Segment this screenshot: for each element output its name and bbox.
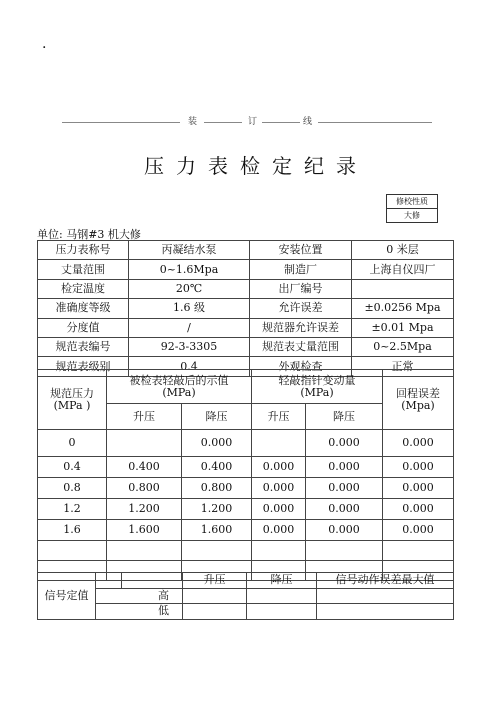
info-label: 规范器允许误差 — [250, 318, 352, 337]
signal-blank — [96, 573, 122, 589]
measurement-cell: 0.4 — [38, 457, 107, 478]
info-label: 安装位置 — [250, 241, 352, 260]
measurement-cell: 0.8 — [38, 478, 107, 499]
header-standard-pressure: 规范压力 (MPa ) — [38, 370, 107, 430]
measurement-cell: 0.400 — [107, 457, 182, 478]
info-value: 0~1.6Mpa — [129, 260, 250, 279]
measurement-cell — [107, 430, 182, 457]
signal-blank — [122, 573, 183, 589]
measurement-row — [38, 520, 454, 541]
info-row — [38, 318, 454, 337]
info-row — [38, 299, 454, 318]
measurement-row — [38, 457, 454, 478]
signal-cell — [247, 588, 317, 604]
signal-setpoint-label: 信号定值 — [38, 573, 96, 620]
info-label: 外观检查 — [250, 357, 352, 376]
measurement-cell: 1.600 — [182, 520, 252, 541]
measurement-cell: 0.000 — [306, 478, 383, 499]
signal-table — [37, 572, 454, 620]
measurement-cell — [383, 541, 454, 561]
info-value: 正常 — [352, 357, 454, 376]
measurement-cell: 0.000 — [383, 478, 454, 499]
measurement-cell: 0.000 — [252, 499, 306, 520]
info-label: 规范表丈量范围 — [250, 337, 352, 356]
signal-high-label: 高 — [96, 588, 183, 604]
info-value: 92-3-3305 — [129, 337, 250, 356]
header-up-1: 升压 — [107, 404, 182, 430]
binding-char-1: 装 — [188, 117, 198, 127]
signal-cell — [183, 604, 247, 620]
info-value: ±0.0256 Mpa — [352, 299, 454, 318]
measurement-cell: 0.400 — [182, 457, 252, 478]
info-label: 检定温度 — [38, 279, 129, 298]
measurement-cell: 1.6 — [38, 520, 107, 541]
unit-label: 单位: 马钢#3 机大修 — [37, 228, 141, 241]
info-label: 制造厂 — [250, 260, 352, 279]
measurement-cell: 0.000 — [383, 520, 454, 541]
measurement-cell: 0.000 — [383, 457, 454, 478]
signal-down-header: 降压 — [247, 573, 317, 589]
binding-char-3: 线 — [303, 117, 313, 127]
header-up-2: 升压 — [252, 404, 306, 430]
info-value: ±0.01 Mpa — [352, 318, 454, 337]
measurement-cell: 1.200 — [182, 499, 252, 520]
measurement-cell: 0.800 — [107, 478, 182, 499]
measurement-cell: 0.000 — [383, 430, 454, 457]
measurement-cell: 0.000 — [306, 499, 383, 520]
measurement-row — [38, 478, 454, 499]
header-return-error: 回程误差 (Mpa) — [383, 370, 454, 430]
measurement-row — [38, 430, 454, 457]
info-label: 准确度等级 — [38, 299, 129, 318]
stamp-value: 大修 — [387, 209, 438, 223]
measurement-cell: 0.000 — [383, 499, 454, 520]
signal-cell — [247, 604, 317, 620]
info-value: 0.4 — [129, 357, 250, 376]
measurement-row — [38, 499, 454, 520]
measurement-cell: 0.800 — [182, 478, 252, 499]
measurement-cell: 0.000 — [252, 478, 306, 499]
measurement-cell: 0.000 — [306, 457, 383, 478]
info-value: 丙凝结水泵 — [129, 241, 250, 260]
measurement-cell — [252, 541, 306, 561]
header-pointer-change: 轻敲指针变动量 (MPa) — [252, 370, 383, 404]
info-label: 分度值 — [38, 318, 129, 337]
measurement-cell: 1.200 — [107, 499, 182, 520]
signal-max-error-header: 信号动作误差最大值 — [317, 573, 454, 589]
signal-low-label: 低 — [96, 604, 183, 620]
measurement-cell — [107, 541, 182, 561]
info-label: 规范表级别 — [38, 357, 129, 376]
measurement-cell: 0.000 — [252, 457, 306, 478]
header-down-1: 降压 — [182, 404, 252, 430]
info-value: 1.6 级 — [129, 299, 250, 318]
info-value: 0 米层 — [352, 241, 454, 260]
measurement-cell: 1.600 — [107, 520, 182, 541]
binding-line — [62, 112, 432, 132]
measurement-cell: 0 — [38, 430, 107, 457]
info-label: 丈量范围 — [38, 260, 129, 279]
info-value: 0~2.5Mpa — [352, 337, 454, 356]
measurement-cell: 1.2 — [38, 499, 107, 520]
header-indicated-value: 被检表轻敲后的示值 (MPa) — [107, 370, 252, 404]
signal-up-header: 升压 — [183, 573, 247, 589]
info-row — [38, 279, 454, 298]
info-label: 压力表称号 — [38, 241, 129, 260]
info-label: 允许误差 — [250, 299, 352, 318]
stamp-label: 修校性质 — [387, 195, 438, 209]
measurement-cell — [306, 541, 383, 561]
measurement-cell: 0.000 — [182, 430, 252, 457]
repair-type-stamp — [386, 194, 438, 223]
info-table — [37, 240, 454, 377]
page-title: 压力表检定纪录 — [144, 154, 368, 178]
dot-mark: . — [42, 36, 47, 52]
measurement-cell: 0.000 — [306, 430, 383, 457]
info-row — [38, 241, 454, 260]
signal-cell — [317, 588, 454, 604]
measurement-cell: 0.000 — [252, 520, 306, 541]
info-value: 20℃ — [129, 279, 250, 298]
info-label: 规范表编号 — [38, 337, 129, 356]
info-value — [352, 279, 454, 298]
measurement-cell — [38, 541, 107, 561]
info-row — [38, 337, 454, 356]
measurement-table — [37, 369, 454, 581]
header-down-2: 降压 — [306, 404, 383, 430]
info-row — [38, 260, 454, 279]
measurement-cell: 0.000 — [306, 520, 383, 541]
measurement-cell — [182, 541, 252, 561]
signal-cell — [183, 588, 247, 604]
signal-cell — [317, 604, 454, 620]
measurement-row — [38, 541, 454, 561]
info-value: / — [129, 318, 250, 337]
binding-char-2: 订 — [248, 117, 258, 127]
info-label: 出厂编号 — [250, 279, 352, 298]
measurement-cell — [252, 430, 306, 457]
info-value: 上海自仪四厂 — [352, 260, 454, 279]
